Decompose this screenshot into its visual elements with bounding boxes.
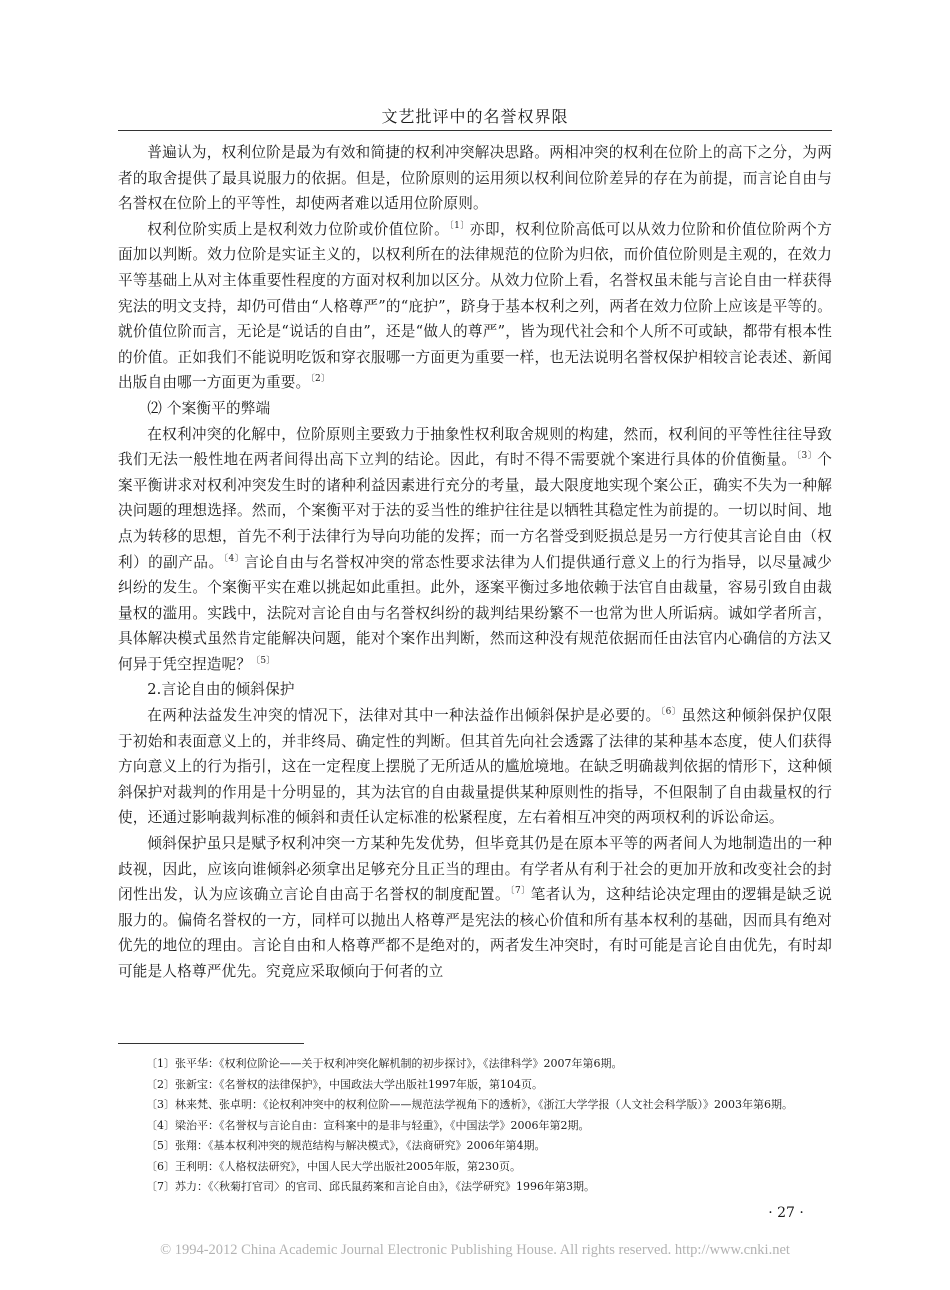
footnote-entry: 〔7〕苏力：《〈秋菊打官司〉的官司、邱氏鼠药案和言论自由》，《法学研究》1996年第3期。 — [146, 1180, 595, 1193]
page-number: · 27 · — [768, 1205, 804, 1221]
text-segment: 普遍认为，权利位阶是最为有效和简捷的权利冲突解决思路。两相冲突的权利在位阶上的高下之分，为两者的取舍提供了最具说服力的依据。但是，位阶原则的运用须以权利间位阶差异的存在为前提，而言论自由与名誉权在位阶上的平等性，却使两者难以适用位阶原则。 — [118, 144, 832, 213]
body-paragraph — [118, 831, 832, 985]
header-rule — [118, 130, 832, 131]
copyright-notice: © 1994-2012 China Academic Journal Electronic Publishing House. All rights reserved. http://www.cnki.net — [160, 1242, 790, 1258]
footnote-entry: 〔1〕张平华：《权利位阶论——关于权利冲突化解机制的初步探讨》，《法律科学》2007年第6期。 — [146, 1057, 623, 1070]
body-paragraph — [118, 422, 832, 678]
text-segment: 言论自由与名誉权冲突的常态性要求法律为人们提供通行意义上的行为指导，以尽量减少纠纷的发生。个案衡平实在难以挑起如此重担。此外，逐案平衡过多地依赖于法官自由裁量，容易引致自由裁量权的滥用。实践中，法院对言论自由与名誉权纠纷的裁判结果纷繁不一也常为世人所诟病。诚如学者所言，具体解决模式虽然肯定能解决问题，能对个案作出判断，然而这种没有规范依据而任由法官内心确信的方法又何异于凭空捏造呢？ — [118, 553, 832, 673]
footnotes — [146, 1054, 832, 1198]
article-body — [118, 140, 832, 985]
body-paragraph — [118, 140, 832, 217]
text-segment: 亦即，权利位阶高低可以从效力位阶和价值位阶两个方面加以判断。效力位阶是实证主义的，以权利所在的法律规范的位阶为归依，而价值位阶则是主观的，在效力平等基础上从对主体重要性程度的方面对权利加以区分。从效力位阶上看，名誉权虽未能与言论自由一样获得宪法的明文支持，却仍可借由“人格尊严”的“庇护”，跻身于基本权利之列，两者在效力位阶上应该是平等的。就价值位阶而言，无论是“说话的自由”，还是“做人的尊严”，皆为现代社会和个人所不可或缺，都带有根本性的价值。正如我们不能说明吃饭和穿衣服哪一方面更为重要一样，也无法说明名誉权保护相较言论表述、新闻出版自由哪一方面更为重要。 — [118, 220, 832, 392]
footnote-reference: 〔2〕 — [310, 374, 331, 385]
section-subheading — [118, 677, 832, 703]
section-subheading — [118, 396, 832, 422]
text-segment: 笔者认为，这种结论决定理由的逻辑是缺乏说服力的。偏倚名誉权的一方，同样可以抛出人格尊严是宪法的核心价值和所有基本权利的基础，因而具有绝对优先的地位的理由。言论自由和人格尊严都不是绝对的，两者发生冲突时，有时可能是言论自由优先，有时却可能是人格尊严优先。究竟应采取倾向于何者的立 — [118, 886, 832, 980]
footnote-reference: 〔7〕 — [510, 886, 531, 897]
footnote-reference: 〔5〕 — [251, 656, 276, 667]
footnote-entry: 〔4〕梁治平：《名誉权与言论自由：宣科案中的是非与轻重》，《中国法学》2006年第2期。 — [146, 1118, 590, 1132]
running-header-title: 文艺批评中的名誉权界限 — [381, 107, 569, 126]
footnote-reference: 〔3〕 — [796, 451, 818, 462]
text-segment: 权利位阶实质上是权利效力位阶或价值位阶。 — [147, 220, 450, 238]
footnote-reference: 〔6〕 — [660, 707, 682, 718]
text-segment: 在权利冲突的化解中，位阶原则主要致力于抽象性权利取舍规则的构建，然而，权利间的平等性往往导致我们无法一般性地在两者间得出高下立判的结论。因此，有时不得不需要就个案进行具体的价值衡量。 — [118, 425, 832, 469]
text-segment: 虽然这种倾斜保护仅限于初始和表面意义上的，并非终局、确定性的判断。但其首先向社会透露了法律的某种基本态度，使人们获得方向意义上的行为指引，这在一定程度上摆脱了无所适从的尴尬境地。在缺乏明确裁判依据的情形下，这种倾斜保护对裁判的作用是十分明显的，其为法官的自由裁量提供某种原则性的指导，不但限制了自由裁量权的行使，还通过影响裁判标准的倾斜和责任认定标准的松紧程度，左右着相互冲突的两项权利的诉讼命运。 — [118, 707, 832, 827]
footnote-entry: 〔2〕张新宝：《名誉权的法律保护》，中国政法大学出版社1997年版，第104页。 — [146, 1077, 543, 1091]
footnote-entry: 〔5〕张翔：《基本权利冲突的规范结构与解决模式》，《法商研究》2006年第4期。 — [146, 1139, 546, 1152]
text-segment: 2.言论自由的倾斜保护 — [147, 681, 295, 699]
body-paragraph — [118, 703, 832, 831]
footnote-entry: 〔6〕王利明：《人格权法研究》，中国人民大学出版社2005年版，第230页。 — [146, 1159, 521, 1173]
footnote-reference: 〔4〕 — [223, 553, 245, 564]
footnote-entry: 〔3〕林来梵、张卓明：《论权利冲突中的权利位阶——规范法学视角下的透析》，《浙江大学学报（人文社会科学版）》2003年第6期。 — [146, 1098, 793, 1111]
text-segment: 倾斜保护虽只是赋予权利冲突一方某种先发优势，但毕竟其仍是在原本平等的两者间人为地制造出的一种歧视，因此，应该向谁倾斜必须拿出足够充分且正当的理由。有学者从有利于社会的更加开放和改变社会的封闭性出发，认为应该确立言论自由高于名誉权的制度配置。 — [118, 835, 832, 904]
text-segment: ⑵ 个案衡平的弊端 — [147, 399, 271, 417]
footnote-rule — [118, 1043, 304, 1044]
footnote-reference: 〔1〕 — [449, 220, 470, 231]
text-segment: 在两种法益发生冲突的情况下，法律对其中一种法益作出倾斜保护是必要的。 — [147, 707, 661, 725]
body-paragraph — [118, 217, 832, 396]
text-segment: 个案平衡讲求对权利冲突发生时的诸种利益因素进行充分的考量，最大限度地实现个案公正，确实不失为一种解决问题的理想选择。然而，个案衡平对于法的妥当性的维护往往是以牺牲其稳定性为前提的。一切以时间、地点为转移的思想，首先不利于法律行为导向功能的发挥；而一方名誉受到贬损总是另一方行使其言论自由（权利）的副产品。 — [118, 451, 832, 571]
